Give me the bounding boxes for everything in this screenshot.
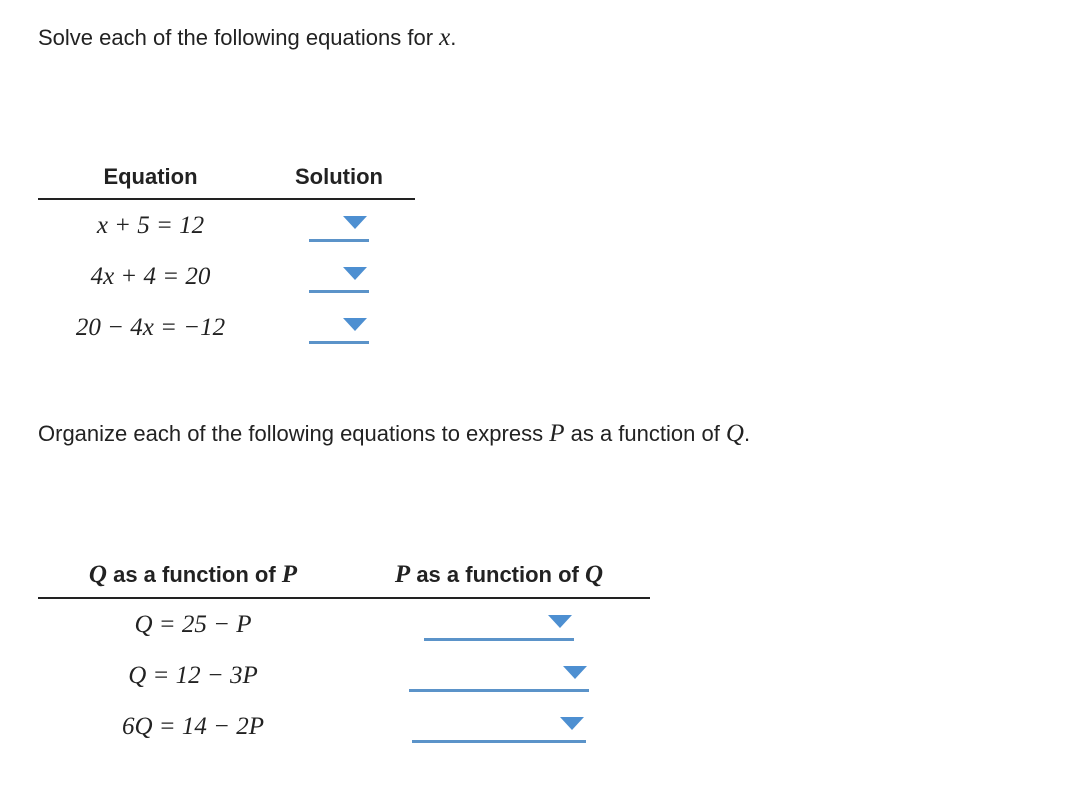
chevron-down-icon — [560, 717, 584, 730]
equation-solution-table — [38, 164, 415, 353]
chevron-down-icon — [343, 318, 367, 331]
solution-cell — [348, 650, 650, 701]
table-row — [38, 199, 415, 251]
chevron-down-icon — [548, 615, 572, 628]
instruction-variable-p: P — [549, 420, 565, 447]
table-row — [38, 598, 650, 650]
table-header-row — [38, 561, 650, 598]
function-conversion-table — [38, 561, 650, 752]
solution-dropdown[interactable] — [309, 311, 369, 344]
table-row — [38, 302, 415, 353]
solution-dropdown[interactable] — [409, 659, 589, 692]
equation-cell: Q = 12 − 3P — [128, 661, 258, 689]
equation-cell: 6Q = 14 − 2P — [121, 712, 265, 740]
table-row — [38, 650, 650, 701]
q-of-p-column-header: Q as a function of P — [38, 561, 348, 598]
instruction-express-p-of-q — [38, 420, 750, 448]
equation-cell: 20 − 4x = −12 — [75, 313, 226, 341]
chevron-down-icon — [563, 666, 587, 679]
chevron-down-icon — [343, 216, 367, 229]
equation-column-header: Equation — [38, 164, 263, 199]
table-row — [38, 251, 415, 302]
solution-dropdown[interactable] — [309, 260, 369, 293]
solution-dropdown[interactable] — [424, 608, 574, 641]
solution-cell — [263, 251, 415, 302]
solution-cell — [348, 598, 650, 650]
instruction-text: Solve each of the following equations for — [38, 25, 440, 50]
p-of-q-column-header: P as a function of Q — [348, 561, 650, 598]
chevron-down-icon — [343, 267, 367, 280]
table-header-row — [38, 164, 415, 199]
table-row — [38, 701, 650, 752]
instruction-text: as a function of — [564, 421, 726, 446]
equation-cell: 4x + 4 = 20 — [90, 262, 211, 290]
solution-cell — [263, 199, 415, 251]
solution-cell — [348, 701, 650, 752]
instruction-period: . — [450, 25, 457, 50]
solution-cell — [263, 302, 415, 353]
instruction-variable-x: x — [439, 24, 451, 51]
instruction-period: . — [743, 421, 751, 446]
instruction-variable-q: Q — [725, 420, 744, 447]
equation-cell: Q = 25 − P — [134, 610, 252, 638]
instruction-solve-for-x — [38, 24, 456, 52]
solution-dropdown[interactable] — [309, 209, 369, 242]
equation-cell: x + 5 = 12 — [96, 211, 205, 239]
instruction-text: Organize each of the following equations to express — [38, 421, 550, 446]
solution-column-header: Solution — [263, 164, 415, 199]
solution-dropdown[interactable] — [412, 710, 586, 743]
